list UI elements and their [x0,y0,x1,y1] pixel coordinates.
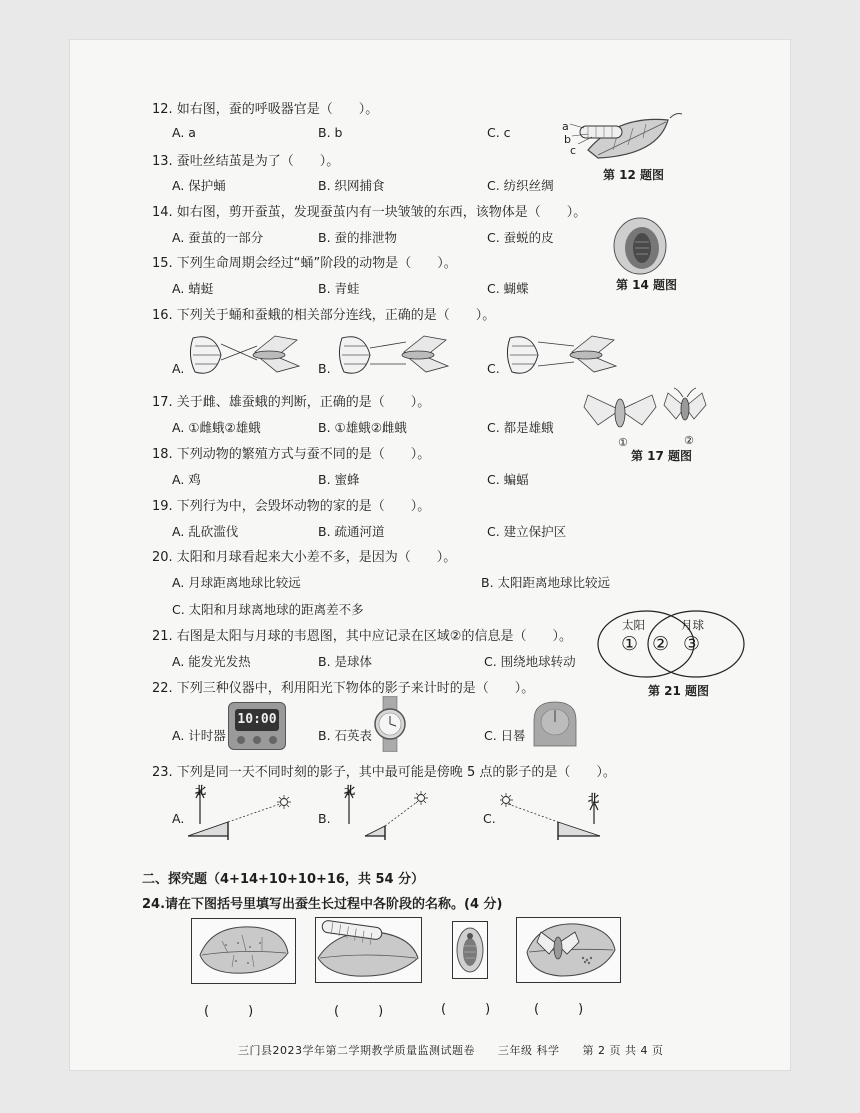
q12-option-b: B. b [318,125,343,140]
question-24: 24.请在下图括号里填写出蚕生长过程中各阶段的名称。(4 分) [142,897,503,912]
fig21-caption: 第 21 题图 [648,684,710,698]
q21-option-a: A. 能发光发热 [172,654,251,669]
north-label-b: 北 [344,784,355,797]
q13-option-b: B. 织网捕食 [318,178,385,193]
q16-option-a: A. [172,361,185,376]
q21-option-c: C. 围绕地球转动 [484,654,576,669]
q23-option-c: C. [483,811,496,826]
north-label-a: 北 [195,784,206,797]
question-13: 13. 蚕吐丝结茧是为了（ ）。 [152,154,340,169]
page-footer: 三门县2023学年第二学期教学质量监测试题卷 三年级 科学 第 2 页 共 4 页 [238,1044,664,1057]
q18-option-b: B. 蜜蜂 [318,472,360,487]
q14-option-a: A. 蚕茧的一部分 [172,230,264,245]
q19-option-b: B. 疏通河道 [318,524,385,539]
q19-option-c: C. 建立保护区 [487,524,567,539]
q17-option-b: B. ①雄蛾②雌蛾 [318,420,407,435]
q19-option-a: A. 乱砍滥伐 [172,524,239,539]
q16-option-b: B. [318,361,331,376]
question-18: 18. 下列动物的繁殖方式与蚕不同的是（ ）。 [152,447,431,462]
question-20: 20. 太阳和月球看起来大小差不多，是因为（ ）。 [152,550,457,565]
question-21: 21. 右图是太阳与月球的韦恩图，其中应记录在区域②的信息是（ ）。 [152,629,572,644]
stage-1-picture [191,918,296,984]
q20-option-a: A. 月球距离地球比较远 [172,575,301,590]
fig17-caption: 第 17 题图 [631,449,693,463]
q15-option-c: C. 蝴蝶 [487,281,529,296]
q15-option-b: B. 青蛙 [318,281,360,296]
q20-option-c: C. 太阳和月球离地球的距离差不多 [172,602,364,617]
q16-option-c: C. [487,361,500,376]
pupa-moth-diagram-a [185,330,305,380]
venn-label-moon: 月球 [681,618,704,632]
q12-option-a: A. a [172,125,196,140]
question-19: 19. 下列行为中，会毁坏动物的家的是（ ）。 [152,499,431,514]
venn-label-sun: 太阳 [622,618,645,632]
section-2-title: 二、探究题（4+14+10+10+16，共 54 分） [142,872,425,887]
q14-option-c: C. 蚕蜕的皮 [487,230,554,245]
question-22: 22. 下列三种仪器中，利用阳光下物体的影子来计时的是（ ）。 [152,681,535,696]
answer-blank-2[interactable]: ( ) [334,1004,384,1019]
stage-4-picture [516,917,621,983]
sundial-picture [530,700,580,748]
fig12-label-b: b [564,133,571,146]
q17-option-c: C. 都是雄蛾 [487,420,554,435]
q23-option-a: A. [172,811,185,826]
q21-option-b: B. 是球体 [318,654,373,669]
q14-option-b: B. 蚕的排泄物 [318,230,398,245]
sun-moon-venn-diagram [596,608,746,680]
pupa-moth-diagram-b [334,330,454,380]
fig14-caption: 第 14 题图 [616,278,678,292]
question-12: 12. 如右图，蚕的呼吸器官是（ ）。 [152,102,379,117]
answer-blank-1[interactable]: ( ) [204,1004,254,1019]
timer-display: 10:00 [235,709,279,731]
q18-option-a: A. 鸡 [172,472,201,487]
quartz-watch-picture [372,696,408,752]
north-label-c: 北 [588,792,599,805]
fig12-label-c: c [570,144,577,157]
q23-option-b: B. [318,811,331,826]
fig12-label-a: a [562,120,569,133]
answer-blank-3[interactable]: ( ) [441,1002,491,1017]
q17-option-a: A. ①雌蛾②雄蛾 [172,420,261,435]
q22-option-c: C. 日晷 [484,728,526,743]
cut-cocoon-figure [612,216,668,276]
stage-3-picture [452,921,488,979]
pupa-moth-diagram-c [502,330,622,380]
stage-2-picture [315,917,422,983]
venn-region-1: ① [621,633,639,655]
q13-option-a: A. 保护蛹 [172,178,226,193]
question-23: 23. 下列是同一天不同时刻的影子，其中最可能是傍晚 5 点的影子的是（ ）。 [152,765,616,780]
q15-option-a: A. 蜻蜓 [172,281,214,296]
q18-option-c: C. 蝙蝠 [487,472,529,487]
q12-option-c: C. c [487,125,511,140]
q13-option-c: C. 纺织丝绸 [487,178,554,193]
venn-region-2: ② [652,633,670,655]
question-15: 15. 下列生命周期会经过“蛹”阶段的动物是（ ）。 [152,256,457,271]
q20-option-b: B. 太阳距离地球比较远 [481,575,611,590]
exam-page [70,40,790,1070]
fig12-caption: 第 12 题图 [603,168,665,182]
question-14: 14. 如右图，剪开蚕茧，发现蚕茧内有一块皱皱的东西，该物体是（ ）。 [152,205,587,220]
question-17: 17. 关于雌、雄蚕蛾的判断，正确的是（ ）。 [152,395,431,410]
timer-picture [228,702,286,750]
moths-figure [580,385,715,445]
question-16: 16. 下列关于蛹和蚕蛾的相关部分连线，正确的是（ ）。 [152,308,496,323]
fig17-label-1: ① [618,436,628,449]
q22-option-b: B. 石英表 [318,728,373,743]
answer-blank-4[interactable]: ( ) [534,1002,584,1017]
q22-option-a: A. 计时器 [172,728,226,743]
venn-region-3: ③ [683,633,701,655]
fig17-label-2: ② [684,434,694,447]
silkworm-leaf-figure [558,110,688,170]
